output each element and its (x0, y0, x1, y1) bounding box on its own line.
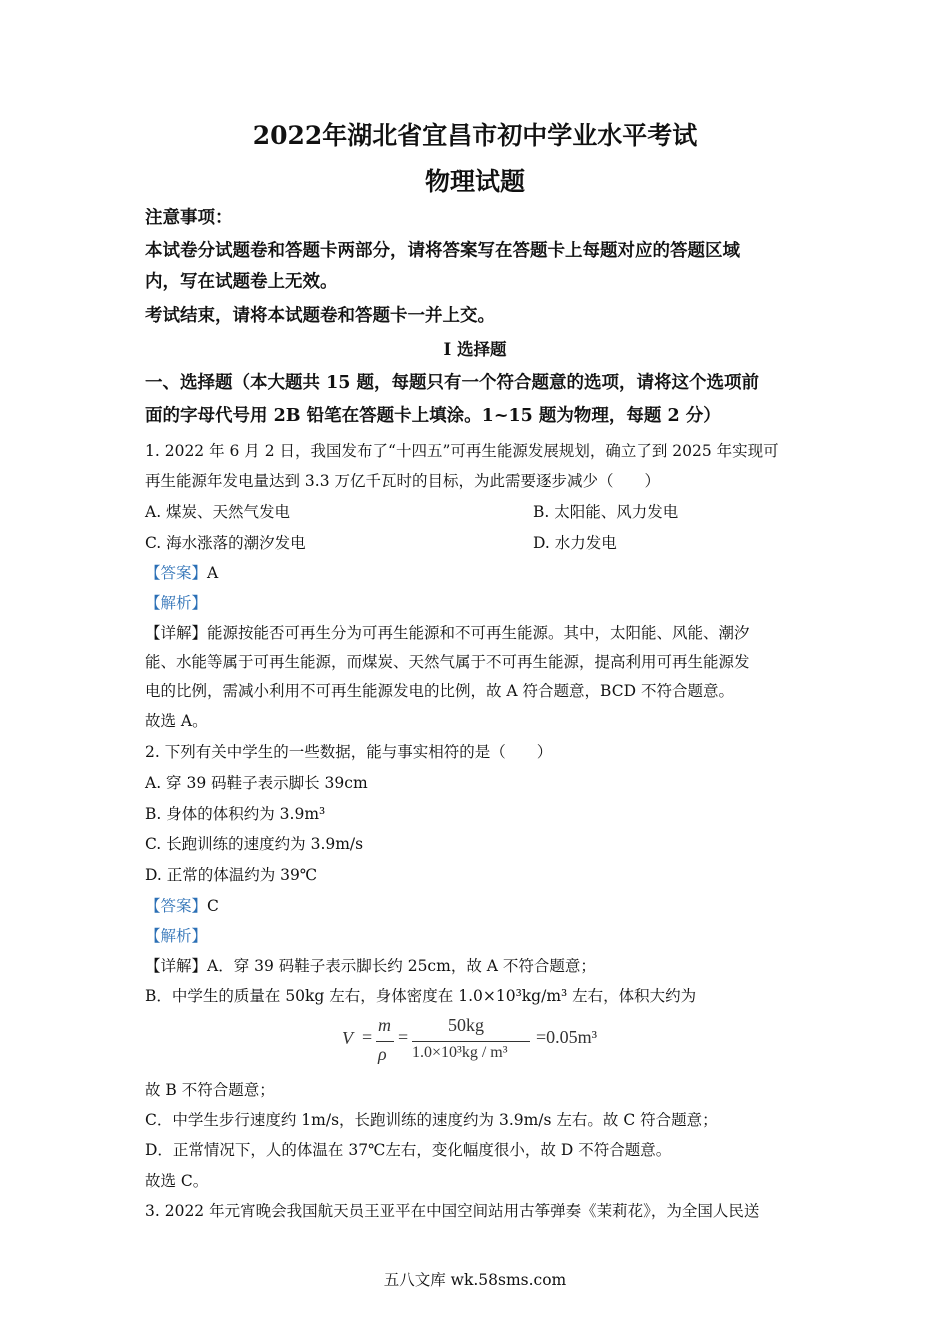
q1-option-c: C. 海水涨落的潮汐发电 (145, 534, 306, 552)
q1-detail-text-1: 能源按能否可再生分为可再生能源和不可再生能源。其中，太阳能、风能、潮汐 (207, 624, 750, 642)
formula-numerator: 50kg (448, 1015, 484, 1035)
q2-option-a: A. 穿 39 码鞋子表示脚长 39cm (145, 774, 368, 792)
q1-detail-tag: 【详解】 (145, 624, 208, 642)
formula-fraction-bar-1 (376, 1041, 394, 1042)
q2-choice: 故选 C。 (145, 1172, 209, 1190)
formula-denominator: 1.0×10³kg / m³ (412, 1044, 508, 1061)
formula-result: =0.05m³ (536, 1027, 598, 1047)
q1-stem-line-2: 再生能源年发电量达到 3.3 万亿千瓦时的目标，为此需要逐步减少（ ） (145, 472, 661, 490)
exam-title: 2022年湖北省宜昌市初中学业水平考试 (252, 121, 698, 150)
q2-answer-tag: 【答案】 (145, 897, 208, 915)
q2-detail-a (145, 955, 596, 977)
q1-detail-line-2: 能、水能等属于可再生能源，而煤炭、天然气属于不可再生能源，提高利用可再生能源发 (145, 653, 750, 671)
q1-detail-line-1 (145, 622, 750, 644)
formula-fraction-bar-2 (412, 1041, 530, 1042)
q2-detail-d: D．正常情况下，人的体温在 37℃左右，变化幅度很小，故 D 不符合题意。 (145, 1141, 672, 1159)
q2-stem: 2. 下列有关中学生的一些数据，能与事实相符的是（ ） (145, 743, 553, 761)
q2-option-d: D. 正常的体温约为 39℃ (145, 866, 318, 884)
notice-line-2: 内，写在试题卷上无效。 (145, 272, 338, 292)
q2-detail-b: B．中学生的质量在 50kg 左右，身体密度在 1.0×10³kg/m³ 左右，体积大约为 (145, 987, 697, 1005)
q2-answer (145, 895, 219, 917)
notice-heading: 注意事项： (145, 208, 233, 228)
formula-volume-symbol: V (342, 1028, 353, 1048)
notice-line-3: 考试结束，请将本试题卷和答题卡一并上交。 (145, 306, 495, 326)
q2-analysis-tag: 【解析】 (145, 927, 208, 945)
exam-subtitle: 物理试题 (424, 167, 525, 196)
q2-detail-a-text: A．穿 39 码鞋子表示脚长约 25cm，故 A 不符合题意； (207, 957, 596, 975)
q3-stem: 3. 2022 年元宵晚会我国航天员王亚平在中国空间站用古筝弹奏《茉莉花》，为全国人民送 (145, 1202, 760, 1220)
notice-line-1: 本试卷分试题卷和答题卡两部分，请将答案写在答题卡上每题对应的答题区域 (145, 241, 740, 261)
q2-option-c: C. 长跑训练的速度约为 3.9m/s (145, 835, 364, 853)
q1-answer-tag: 【答案】 (145, 564, 208, 582)
q2-detail-tag: 【详解】 (145, 957, 208, 975)
q1-option-d: D. 水力发电 (533, 534, 617, 552)
formula-equals-2: = (398, 1027, 409, 1047)
q1-detail-line-3: 电的比例，需减小利用不可再生能源发电的比例，故 A 符合题意，BCD 不符合题意。 (145, 682, 734, 700)
formula-equals-1: = (362, 1027, 373, 1047)
q2-answer-value: C (207, 897, 219, 915)
q2-option-b: B. 身体的体积约为 3.9m³ (145, 805, 326, 823)
formula-density-symbol: ρ (378, 1044, 387, 1064)
section-part-title: I 选择题 (443, 340, 507, 359)
q2-detail-b-conclusion: 故 B 不符合题意； (145, 1081, 275, 1099)
q1-choice: 故选 A。 (145, 712, 208, 730)
q1-answer-value: A (207, 564, 219, 582)
q1-option-a: A. 煤炭、天然气发电 (145, 503, 291, 521)
page-footer: 五八文库 wk.58sms.com (383, 1271, 567, 1289)
formula-mass-symbol: m (378, 1015, 391, 1035)
volume-formula (340, 1014, 620, 1070)
q1-option-b: B. 太阳能、风力发电 (533, 503, 679, 521)
q1-answer (145, 562, 218, 584)
q1-analysis-tag: 【解析】 (145, 594, 208, 612)
section-instruction-1: 一、选择题（本大题共 15 题，每题只有一个符合题意的选项，请将这个选项前 (145, 373, 760, 393)
q2-detail-c: C．中学生步行速度约 1m/s，长跑训练的速度约为 3.9m/s 左右。故 C 符合题意； (145, 1111, 718, 1129)
section-instruction-2: 面的字母代号用 2B 铅笔在答题卡上填涂。1~15 题为物理，每题 2 分） (145, 406, 721, 426)
q1-stem-line-1: 1. 2022 年 6 月 2 日，我国发布了“十四五”可再生能源发展规划，确立了到 2025 年实现可 (145, 442, 779, 460)
